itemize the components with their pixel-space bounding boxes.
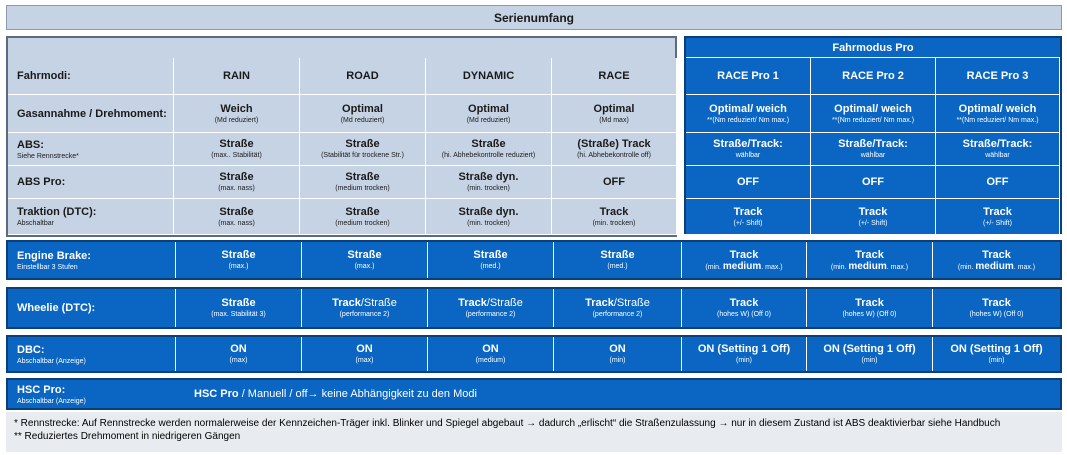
cell-main: ON [609,343,626,355]
row-label: Traktion (DTC): [17,206,97,218]
cell-note: (hi. Abhebekontrolle off) [577,152,651,159]
cell-value [473,249,507,262]
cell-value: Straße [219,205,254,218]
cell-value [221,249,255,262]
cell-note: (min. trocken) [467,185,510,192]
cell-note [831,262,908,272]
table-cell [682,289,807,327]
table-cell [554,289,682,327]
mode-header-race [552,58,677,95]
cell-value: Optimal/ weich [834,102,912,115]
cell-value: Track [983,205,1012,218]
cell-note: (max. Stabilität 3) [211,311,266,318]
cell-value [585,297,650,310]
cell-value: Straße/Track: [838,138,908,150]
cell-note-part: medium [848,260,887,272]
cell-note: (max) [229,357,248,364]
mode-header-label: RAIN [223,70,250,82]
table-cell [682,337,807,371]
cell-note: (hohes W) (Off 0) [717,311,771,318]
pro-header: Fahrmodus Pro [686,38,1060,58]
cell-value: Straße [345,171,380,183]
table-cell [174,95,300,133]
wheelie-label: Wheelie (DTC): [17,302,96,314]
cell-main: ON [356,343,373,355]
cell-note: (+/- Shift) [858,219,888,227]
cell-value [482,343,499,356]
cell-value [230,343,247,356]
cell-note: **(Nm reduziert/ Nm max.) [831,116,915,124]
mode-header-label: DYNAMIC [462,70,515,82]
row-sublabel: Siehe Rennstrecke* [17,152,79,160]
cell-note: wählbar [860,152,886,159]
pro-mode-header-label: RACE Pro 3 [966,70,1029,82]
cell-note: (performance 2) [592,311,643,318]
cell-main: Track [729,248,759,261]
cell-value [332,297,397,310]
cell-value: Track [858,205,888,218]
table-cell [933,289,1060,327]
pro-cell [686,133,811,166]
cell-main: Track [855,248,884,261]
cell-main: Straße [347,249,382,261]
engine-brake-sublabel: Einstellbar 3 Stufen [17,263,78,271]
header-label-cell [8,58,174,95]
cell-note: **(Nm reduziert/ Nm max.) [956,116,1039,124]
cell-note-part: (min. [705,263,723,271]
mode-header-label: ROAD [346,70,379,82]
cell-note: (min) [861,357,878,364]
cell-note: (min. trocken) [592,219,636,227]
cell-note: (medium) [475,357,506,364]
table-cell [426,133,552,166]
cell-value [698,343,790,356]
row-sublabel: Abschaltbar [17,220,54,227]
dbc-sublabel: Abschaltbar (Anzeige) [17,357,86,365]
cell-note [958,262,1035,272]
cell-value: Track [599,205,629,218]
mode-header-rain [174,58,300,95]
cell-note [705,262,782,272]
row-label-cell [8,133,174,166]
cell-main-tail: /Straße [360,297,397,309]
engine-brake-label: Engine Brake: [17,249,91,262]
cell-value [458,297,523,310]
cell-value [982,297,1011,310]
cell-note: (max.) [354,263,375,270]
pro-cell [936,133,1060,166]
cell-value: Straße [219,171,254,183]
cell-main-tail: (Setting 1 Off) [839,343,916,355]
cell-main: Track [585,297,614,309]
table-cell [300,166,426,199]
cell-value [950,343,1042,356]
pro-cell [811,166,936,199]
cell-value [823,343,915,356]
engine-brake-label-cell [8,242,176,278]
cell-note: (medium trocken) [335,185,390,192]
cell-note: (max) [355,357,374,364]
cell-note: wählbar [985,152,1010,159]
table-cell [933,337,1060,371]
cell-note: (Md reduziert) [214,116,259,124]
pro-cell [936,199,1060,235]
pro-mode-header-label: RACE Pro 2 [842,70,904,82]
table-cell [300,95,426,133]
cell-value: OFF [737,175,759,188]
cell-note-part: . max.) [761,263,783,271]
cell-value: Optimal/ weich [709,102,787,115]
table-cell [302,242,428,278]
table-cell [552,199,677,235]
dbc-label-cell [8,337,176,371]
cell-value: OFF [986,175,1009,188]
table-cell [933,242,1060,278]
cell-value: (Straße) Track [577,138,651,150]
cell-value [600,249,634,262]
hsc-label: HSC Pro: [17,383,66,396]
table-cell [174,133,300,166]
cell-note: (max.. Stabilität) [211,152,262,159]
cell-main: Track [332,297,361,309]
cell-note: (max.) [228,263,249,270]
cell-main-tail: (Setting 1 Off) [714,343,791,355]
cell-main: ON [230,343,247,355]
cell-main: ON [823,343,840,355]
cell-value [855,297,884,310]
table-cell [426,95,552,133]
cell-note: (Md max) [599,116,629,124]
footnotes [6,412,1062,452]
cell-value: Optimal/ weich [958,102,1037,115]
cell-value: Straße [219,138,254,150]
table-cell [552,133,677,166]
table-cell [682,242,807,278]
pro-mode-header-2 [811,58,936,95]
cell-value: Straße [345,138,380,150]
cell-value: Straße/Track: [713,138,783,150]
cell-main-tail: (Setting 1 Off) [966,343,1043,355]
row-label: ABS: [17,138,44,151]
pro-mode-header-label: RACE Pro 1 [717,70,779,82]
table-cell [174,166,300,199]
table-cell [426,199,552,235]
cell-main-tail: /Straße [486,297,523,309]
pro-cell [811,199,936,235]
cell-note-part: medium [722,260,762,272]
cell-note: (min) [988,357,1005,364]
cell-value: OFF [862,175,884,188]
table-cell [300,199,426,235]
row-label-cell [8,199,174,235]
table-cell [554,337,682,371]
mode-header-dynamic [426,58,552,95]
cell-value: Straße [471,138,506,150]
table-cell [807,337,933,371]
hsc-sub: Abschaltbar (Anzeige) [17,397,86,405]
cell-note-part: (min. [957,263,976,271]
pro-cell [686,166,811,199]
cell-note-part: . max.) [886,263,909,271]
table-cell [174,199,300,235]
cell-note: wählbar [735,152,761,159]
header-label: Fahrmodi: [17,70,71,82]
hsc-bold: HSC Pro [194,388,239,400]
mode-header-road [300,58,426,95]
pro-cell [936,166,1060,199]
pro-mode-header-3 [936,58,1060,95]
cell-note: (Md reduziert) [466,116,511,124]
cell-main: Track [729,297,759,309]
dbc-label: DBC: [17,343,45,356]
wheelie-label-cell [8,289,176,327]
cell-main: Track [982,297,1011,309]
cell-value: OFF [603,175,625,188]
table-cell [176,242,302,278]
cell-note: (performance 2) [339,311,390,318]
cell-note: (min. trocken) [467,219,510,227]
cell-value: Optimal [342,102,383,115]
cell-value: Straße/Track: [962,138,1033,150]
cell-value [221,297,255,310]
pro-mode-header-1 [686,58,811,95]
cell-value [609,343,626,356]
cell-note: (hohes W) (Off 0) [842,311,897,318]
hsc-rest: / Manuell / off→ keine Abhängigkeit zu den Modi [241,388,477,400]
row-label-cell [8,166,174,199]
cell-value: Optimal [593,102,635,115]
cell-main: Straße [600,249,635,261]
mode-header-label: RACE [598,70,630,82]
table-cell [302,289,428,327]
row-label: Gasannahme / Drehmoment: [17,107,167,120]
cell-main: Track [982,248,1011,261]
table-cell [428,289,554,327]
table-cell [426,166,552,199]
cell-note: (min) [609,357,626,364]
cell-note-part: medium [975,260,1014,272]
cell-value: Straße dyn. [458,205,519,218]
cell-note: (hohes W) (Off 0) [969,311,1024,318]
cell-note: (Md reduziert) [340,116,385,124]
cell-value [347,249,381,262]
cell-note: **(Nm reduziert/ Nm max.) [706,116,790,124]
cell-note: (+/- Shift) [983,219,1012,227]
cell-value: Optimal [468,102,509,115]
table-title: Serienumfang [6,5,1062,30]
table-cell [552,95,677,133]
cell-note: (min) [736,357,752,364]
cell-main-tail: /Straße [613,297,650,309]
cell-value: Track [733,205,763,218]
row-label-cell [8,95,174,133]
cell-main: Straße [221,249,256,261]
hsc-row [6,378,1062,410]
table-cell [554,242,682,278]
row-label: ABS Pro: [17,176,66,188]
cell-value: Straße dyn. [458,171,519,183]
table-cell [428,337,554,371]
table-cell [807,242,933,278]
cell-main: Straße [221,297,256,309]
cell-value: Weich [220,102,253,115]
cell-main: ON [950,343,967,355]
cell-value: Straße [345,205,380,218]
cell-value [730,297,759,310]
cell-main: Track [855,297,884,309]
pro-cell [686,199,811,235]
pro-cell [811,133,936,166]
footnote-1: * Rennstrecke: Auf Rennstrecke werden normalerweise der Kennzeichen-Träger inkl. Blinker und Spiegel abgebaut → dadurch „erlischt“ die Straßenzulassung → nur in diesem Zustand ist ABS deaktivierbar siehe Handbuch [14,418,1001,429]
table-cell [552,166,677,199]
table-cell [302,337,428,371]
cell-note: (+/- Shift) [733,219,763,227]
cell-note-part: (min. [830,263,849,271]
cell-note: (medium trocken) [335,219,390,227]
cell-note: (Stabilität für trockene Str.) [321,152,404,159]
cell-note: (max. nass) [218,185,255,192]
table-cell [176,337,302,371]
hsc-description [194,380,477,408]
table-cell [428,242,554,278]
cell-note: (med.) [607,263,628,270]
table-cell [807,289,933,327]
cell-note-part: . max.) [1013,263,1036,271]
cell-main: Track [458,297,487,309]
table-cell [300,133,426,166]
cell-main: ON [482,343,499,355]
pro-cell [811,95,936,133]
cell-note: (performance 2) [465,311,516,318]
cell-main: ON [697,343,715,355]
cell-main: Straße [473,249,508,261]
cell-note: (hi. Abhebekontrolle reduziert) [441,152,536,159]
pro-cell [936,95,1060,133]
cell-value [356,343,373,356]
table-cell [176,289,302,327]
footnote-2: ** Reduziertes Drehmoment in niedrigeren Gängen [14,431,241,442]
pro-cell [686,95,811,133]
cell-note: (med.) [480,263,501,270]
cell-note: (max. nass) [218,219,255,227]
